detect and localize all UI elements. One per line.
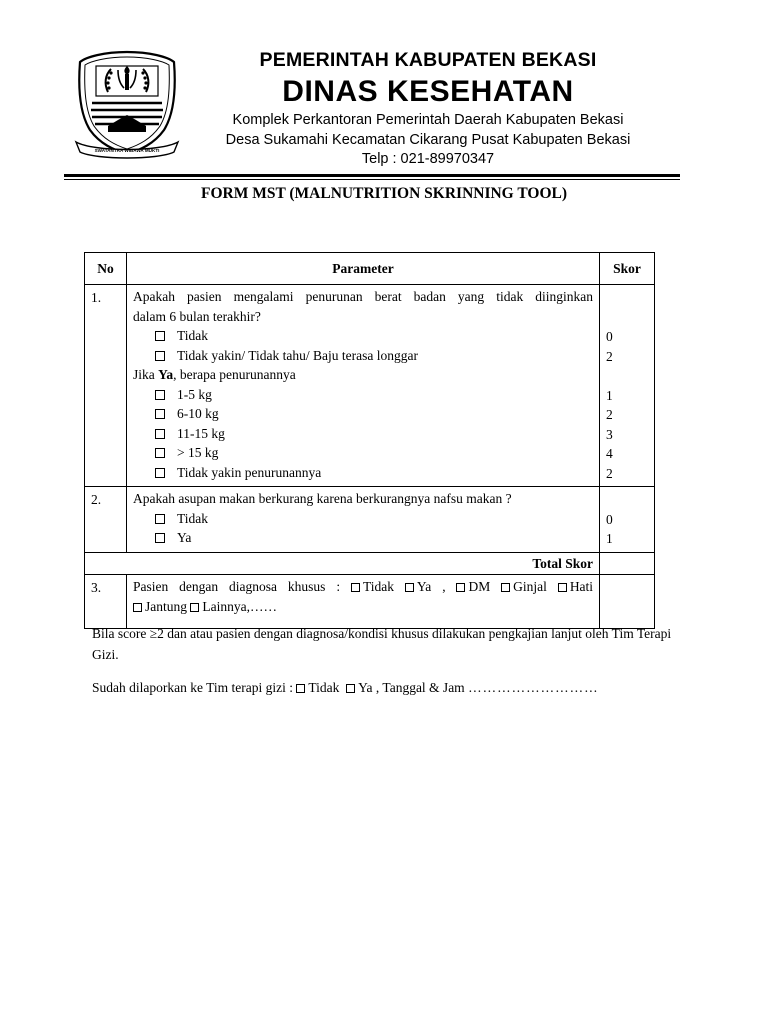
q1-question-line2: dalam 6 bulan terakhir?	[133, 308, 261, 324]
checkbox-icon[interactable]	[405, 583, 414, 592]
checkbox-icon[interactable]	[296, 684, 305, 693]
checkbox-icon[interactable]	[351, 583, 360, 592]
q3-number: 3.	[85, 575, 127, 629]
score-value: 0	[606, 329, 613, 344]
q1-scores	[600, 285, 655, 487]
score-value: 0	[606, 511, 613, 527]
form-title: FORM MST (MALNUTRITION SKRINNING TOOL)	[200, 185, 567, 202]
option-label: 6-10 kg	[177, 406, 219, 421]
table-row-total	[85, 552, 655, 575]
q1-option-tidak[interactable]	[133, 326, 593, 346]
q1-number: 1.	[85, 285, 127, 487]
letterhead	[200, 46, 656, 169]
checkbox-icon[interactable]	[155, 429, 165, 439]
q2-question: Apakah asupan makan berkurang karena berkurangnya nafsu makan ?	[133, 491, 512, 506]
checkbox-icon[interactable]	[133, 603, 142, 612]
checkbox-icon[interactable]	[155, 514, 165, 524]
q3-parameter	[127, 575, 600, 629]
checkbox-icon[interactable]	[155, 351, 165, 361]
q3-option-ya[interactable]: Ya ,	[405, 579, 446, 594]
agency-name: DINAS KESEHATAN	[282, 75, 574, 108]
score-value: 1	[606, 531, 613, 546]
checkbox-icon[interactable]	[155, 468, 165, 478]
option-label: Tidak yakin penurunannya	[177, 464, 322, 480]
option-label: Tidak	[177, 328, 209, 343]
total-score-value[interactable]	[600, 552, 655, 575]
q3-option-tidak[interactable]: Tidak	[351, 579, 394, 594]
table-row-q2	[85, 487, 655, 553]
q2-option-ya[interactable]	[133, 528, 593, 548]
header-skor: Skor	[600, 253, 655, 285]
logo-motto-text: SWATANTRA WIBAWA MUKTI	[94, 148, 160, 153]
score-value: 2	[606, 465, 613, 481]
bekasi-emblem-logo	[74, 48, 180, 162]
checkbox-icon[interactable]	[456, 583, 465, 592]
checkbox-icon[interactable]	[155, 448, 165, 458]
table-row-q3	[85, 575, 655, 629]
header-no: No	[85, 253, 127, 285]
q3-label: Pasien dengan diagnosa khusus :	[133, 579, 341, 594]
report-option-ya[interactable]: Ya , Tanggal & Jam	[346, 680, 465, 695]
total-score-label: Total Skor	[85, 552, 600, 575]
government-name: PEMERINTAH KABUPATEN BEKASI	[259, 49, 597, 71]
table-header-row	[85, 253, 655, 285]
q2-scores	[600, 487, 655, 553]
q1-sub-option-over-15kg[interactable]	[133, 443, 593, 463]
option-label: 11-15 kg	[177, 425, 225, 441]
option-label: 1-5 kg	[177, 386, 212, 402]
q1-parameter	[127, 285, 600, 487]
letterhead-divider-thick	[64, 174, 680, 177]
checkbox-icon[interactable]	[190, 603, 199, 612]
q1-sub-option-11-15kg[interactable]	[133, 424, 593, 444]
q3-line2	[133, 597, 593, 617]
mst-screening-table	[84, 252, 655, 629]
option-label: Tidak yakin/ Tidak tahu/ Baju terasa longgar	[177, 347, 418, 363]
address-line-1: Komplek Perkantoran Pemerintah Daerah Kabupaten Bekasi	[232, 112, 624, 128]
form-notes	[92, 623, 678, 698]
q2-number: 2.	[85, 487, 127, 553]
letterhead-divider-thin	[64, 179, 680, 180]
q3-option-dm[interactable]: DM	[456, 579, 490, 594]
q1-sub-option-6-10kg[interactable]	[133, 404, 593, 424]
q1-sub-option-tidak-yakin[interactable]	[133, 463, 593, 483]
option-label: Tidak	[177, 510, 209, 526]
q1-subquestion: Jika Ya, berapa penurunannya	[133, 367, 296, 382]
q3-score[interactable]	[600, 575, 655, 629]
score-value: 1	[606, 387, 613, 403]
score-value: 2	[606, 348, 613, 364]
q3-line1	[133, 577, 593, 597]
score-note: Bila score ≥2 dan atau pasien dengan diagnosa/kondisi khusus dilakukan pengkajian lanjut oleh Tim Terapi Gizi.	[92, 626, 672, 662]
q1-question-line1: Apakah pasien mengalami penurunan berat badan yang tidak diinginkan	[133, 289, 593, 304]
report-prefix: Sudah dilaporkan ke Tim terapi gizi :	[92, 680, 293, 695]
report-option-tidak[interactable]: Tidak	[296, 680, 339, 695]
q3-option-hati[interactable]: Hati	[558, 579, 593, 594]
q2-option-tidak[interactable]	[133, 509, 593, 529]
checkbox-icon[interactable]	[155, 331, 165, 341]
checkbox-icon[interactable]	[501, 583, 510, 592]
header-parameter: Parameter	[127, 253, 600, 285]
address-line-2: Desa Sukamahi Kecamatan Cikarang Pusat Kabupaten Bekasi	[225, 131, 631, 148]
score-value: 3	[606, 426, 613, 442]
score-value: 2	[606, 407, 613, 422]
option-label: > 15 kg	[177, 445, 219, 460]
checkbox-icon[interactable]	[155, 390, 165, 400]
q1-option-tidak-yakin[interactable]	[133, 346, 593, 366]
checkbox-icon[interactable]	[558, 583, 567, 592]
q3-option-jantung[interactable]: Jantung	[133, 599, 187, 614]
q3-option-ginjal[interactable]: Ginjal	[501, 579, 547, 594]
q1-sub-option-1-5kg[interactable]	[133, 385, 593, 405]
option-label: Ya	[177, 530, 192, 545]
checkbox-icon[interactable]	[155, 533, 165, 543]
score-value: 4	[606, 446, 613, 461]
checkbox-icon[interactable]	[346, 684, 355, 693]
report-line	[92, 677, 678, 698]
report-date-field[interactable]: ………………………	[468, 680, 599, 695]
q2-parameter	[127, 487, 600, 553]
phone-number: Telp : 021-89970347	[361, 151, 495, 167]
table-row-q1	[85, 285, 655, 487]
q3-option-lainnya[interactable]: Lainnya,……	[190, 599, 277, 614]
checkbox-icon[interactable]	[155, 409, 165, 419]
